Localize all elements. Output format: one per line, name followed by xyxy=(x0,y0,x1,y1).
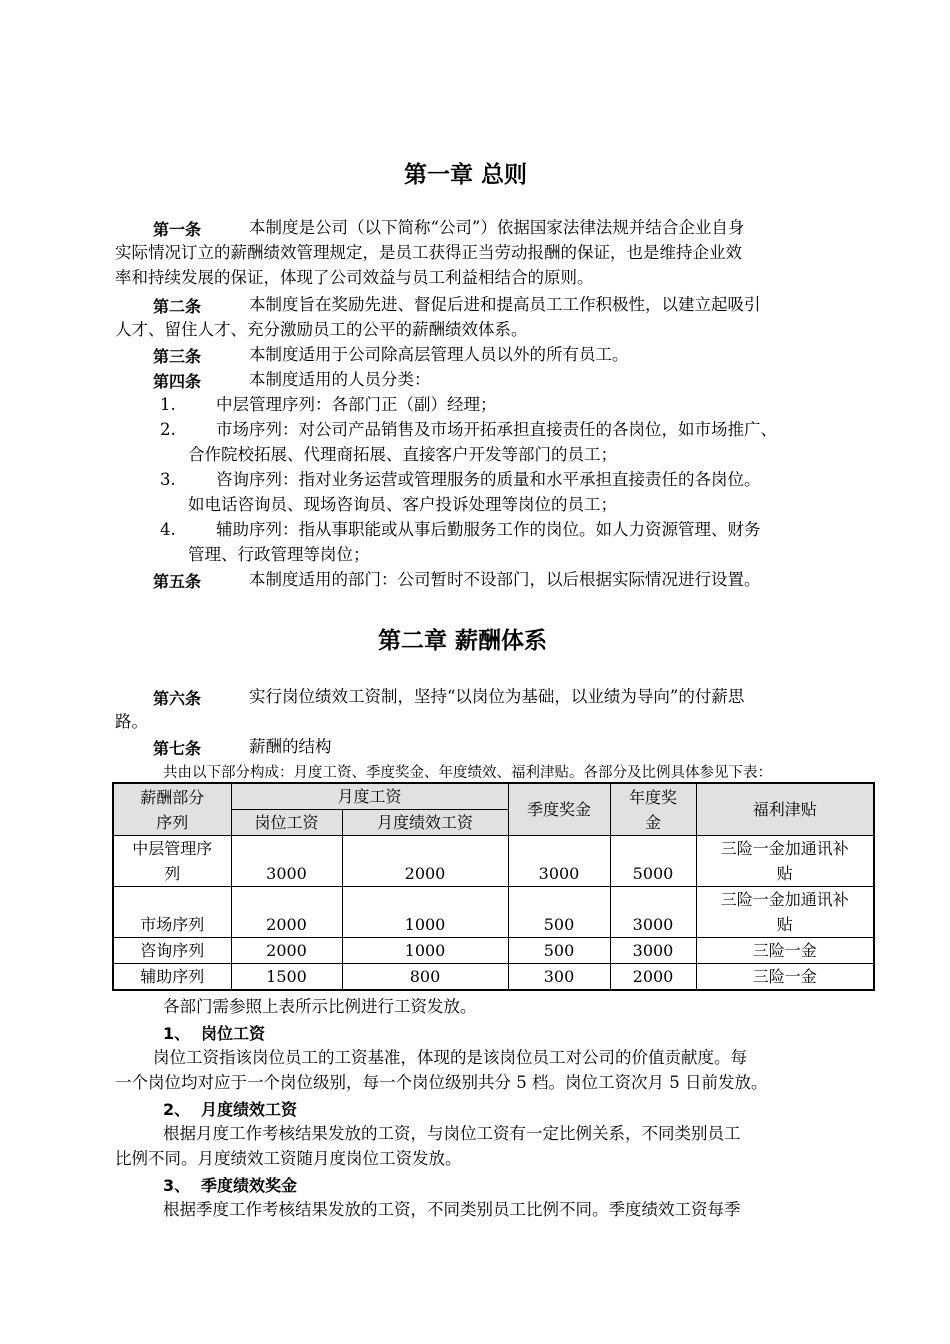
list-item-number: 3. xyxy=(160,470,176,489)
series-name-2: 列 xyxy=(164,864,181,883)
annual-bonus-cell: 2000 xyxy=(610,964,696,991)
table-row xyxy=(113,964,874,991)
article-6-text: 实行岗位绩效工资制，坚持“以岗位为基础，以业绩为导向”的付薪思 xyxy=(249,687,745,706)
article-7-text: 薪酬的结构 xyxy=(249,737,332,756)
header-post-wage: 岗位工资 xyxy=(231,810,342,836)
section-2-title: 月度绩效工资 xyxy=(201,1100,298,1119)
perf-wage-cell: 1000 xyxy=(342,887,508,938)
section-1-number: 1、 xyxy=(163,1024,191,1043)
perf-wage-cell: 800 xyxy=(342,964,508,991)
post-wage-cell: 3000 xyxy=(231,836,342,887)
list-item-text: 市场序列：对公司产品销售及市场开拓承担直接责任的各岗位，如市场推广、 xyxy=(216,420,777,439)
perf-wage-cell: 1000 xyxy=(342,938,508,964)
list-item-number: 2. xyxy=(160,420,176,439)
series-name: 中层管理序 xyxy=(132,839,213,858)
article-4-label: 第四条 xyxy=(153,372,202,391)
list-item-number: 4. xyxy=(160,520,176,539)
article-3-text: 本制度适用于公司除高层管理人员以外的所有员工。 xyxy=(249,345,629,364)
quarter-bonus-cell: 300 xyxy=(508,964,610,991)
chapter-1-title: 第一章 总则 xyxy=(404,162,528,188)
chapter-2-title: 第二章 薪酬体系 xyxy=(378,628,548,654)
quarter-bonus-cell: 3000 xyxy=(508,836,610,887)
welfare-cell xyxy=(696,836,874,887)
welfare-text: 三险一金加通讯补 xyxy=(720,839,849,858)
section-2-text: 根据月度工作考核结果发放的工资，与岗位工资有一定比例关系，不同类别员工 xyxy=(163,1124,741,1143)
header-annual-bonus-line2: 金 xyxy=(644,812,661,832)
welfare-cell: 三险一金 xyxy=(696,964,874,991)
list-item-text: 咨询序列：指对业务运营或管理服务的质量和水平承担直接责任的各岗位。 xyxy=(216,470,761,489)
section-3-title: 季度绩效奖金 xyxy=(201,1176,298,1195)
header-monthly-perf-wage: 月度绩效工资 xyxy=(342,810,508,836)
header-monthly-wage: 月度工资 xyxy=(231,783,508,810)
list-item-text: 辅助序列：指从事职能或从事后勤服务工作的岗位。如人力资源管理、财务 xyxy=(216,520,761,539)
list-item-text-2: 如电话咨询员、现场咨询员、客户投诉处理等岗位的员工； xyxy=(188,495,617,514)
list-item-text-2: 管理、行政管理等岗位； xyxy=(188,545,370,564)
series-name-cell: 市场序列 xyxy=(113,887,231,938)
list-item-text: 中层管理序列：各部门正（副）经理； xyxy=(216,395,497,414)
table-row xyxy=(113,938,874,964)
article-7-label: 第七条 xyxy=(153,739,202,758)
post-wage-cell: 1500 xyxy=(231,964,342,991)
section-1-title: 岗位工资 xyxy=(201,1024,266,1043)
header-annual-bonus xyxy=(610,783,696,836)
article-1-text-3: 率和持续发展的保证，体现了公司效益与员工利益相结合的原则。 xyxy=(115,268,594,287)
header-series-label: 序列 xyxy=(156,812,189,832)
list-item-number: 1. xyxy=(160,395,176,414)
annual-bonus-cell: 5000 xyxy=(610,836,696,887)
article-4-text: 本制度适用的人员分类： xyxy=(249,370,431,389)
section-1-text-2: 一个岗位均对应于一个岗位级别，每一个岗位级别共分 5 档。岗位工资次月 5 日前发放。 xyxy=(115,1073,768,1092)
series-name-cell: 辅助序列 xyxy=(113,964,231,991)
section-1-text: 岗位工资指该岗位员工的工资基准，体现的是该岗位员工对公司的价值贡献度。每 xyxy=(153,1048,747,1067)
article-2-text-2: 人才、留住人才、充分激励员工的公平的薪酬绩效体系。 xyxy=(115,320,528,339)
table-intro: 共由以下部分构成：月度工资、季度奖金、年度绩效、福利津贴。各部分及比例具体参见下表： xyxy=(163,765,772,781)
welfare-cell: 三险一金 xyxy=(696,938,874,964)
article-1-text: 本制度是公司（以下简称“公司”）依据国家法律法规并结合企业自身 xyxy=(249,218,745,237)
section-3-number: 3、 xyxy=(163,1176,191,1195)
header-part-series xyxy=(113,783,231,836)
header-welfare: 福利津贴 xyxy=(696,783,874,836)
section-2-number: 2、 xyxy=(163,1100,191,1119)
article-5-label: 第五条 xyxy=(153,572,202,591)
annual-bonus-cell: 3000 xyxy=(610,938,696,964)
table-row xyxy=(113,836,874,887)
article-5-text: 本制度适用的部门：公司暂时不设部门，以后根据实际情况进行设置。 xyxy=(249,570,761,589)
section-3-text: 根据季度工作考核结果发放的工资，不同类别员工比例不同。季度绩效工资每季 xyxy=(163,1200,741,1219)
table-row xyxy=(113,887,874,938)
article-6-text-2: 路。 xyxy=(115,712,148,731)
quarter-bonus-cell: 500 xyxy=(508,887,610,938)
article-2-text: 本制度旨在奖励先进、督促后进和提高员工工作积极性，以建立起吸引 xyxy=(249,295,761,314)
section-2-text-2: 比例不同。月度绩效工资随月度岗位工资发放。 xyxy=(115,1149,462,1168)
welfare-text-2: 贴 xyxy=(776,915,793,934)
series-name-cell xyxy=(113,836,231,887)
post-wage-cell: 2000 xyxy=(231,938,342,964)
article-1-text-2: 实际情况订立的薪酬绩效管理规定，是员工获得正当劳动报酬的保证，也是维持企业效 xyxy=(115,243,742,262)
series-name-cell: 咨询序列 xyxy=(113,938,231,964)
article-6-label: 第六条 xyxy=(153,689,202,708)
post-wage-cell: 2000 xyxy=(231,887,342,938)
welfare-text-2: 贴 xyxy=(776,864,793,883)
header-part-label: 薪酬部分 xyxy=(140,787,205,807)
welfare-text: 三险一金加通讯补 xyxy=(720,890,849,909)
table-note: 各部门需参照上表所示比例进行工资发放。 xyxy=(163,997,477,1016)
article-1-label: 第一条 xyxy=(153,220,202,239)
annual-bonus-cell: 3000 xyxy=(610,887,696,938)
header-quarterly-bonus: 季度奖金 xyxy=(508,783,610,836)
welfare-cell xyxy=(696,887,874,938)
quarter-bonus-cell: 500 xyxy=(508,938,610,964)
article-2-label: 第二条 xyxy=(153,297,202,316)
perf-wage-cell: 2000 xyxy=(342,836,508,887)
salary-structure-table xyxy=(112,782,875,991)
article-3-label: 第三条 xyxy=(153,347,202,366)
header-annual-bonus-line1: 年度奖 xyxy=(628,787,677,807)
list-item-text-2: 合作院校拓展、代理商拓展、直接客户开发等部门的员工； xyxy=(188,445,617,464)
